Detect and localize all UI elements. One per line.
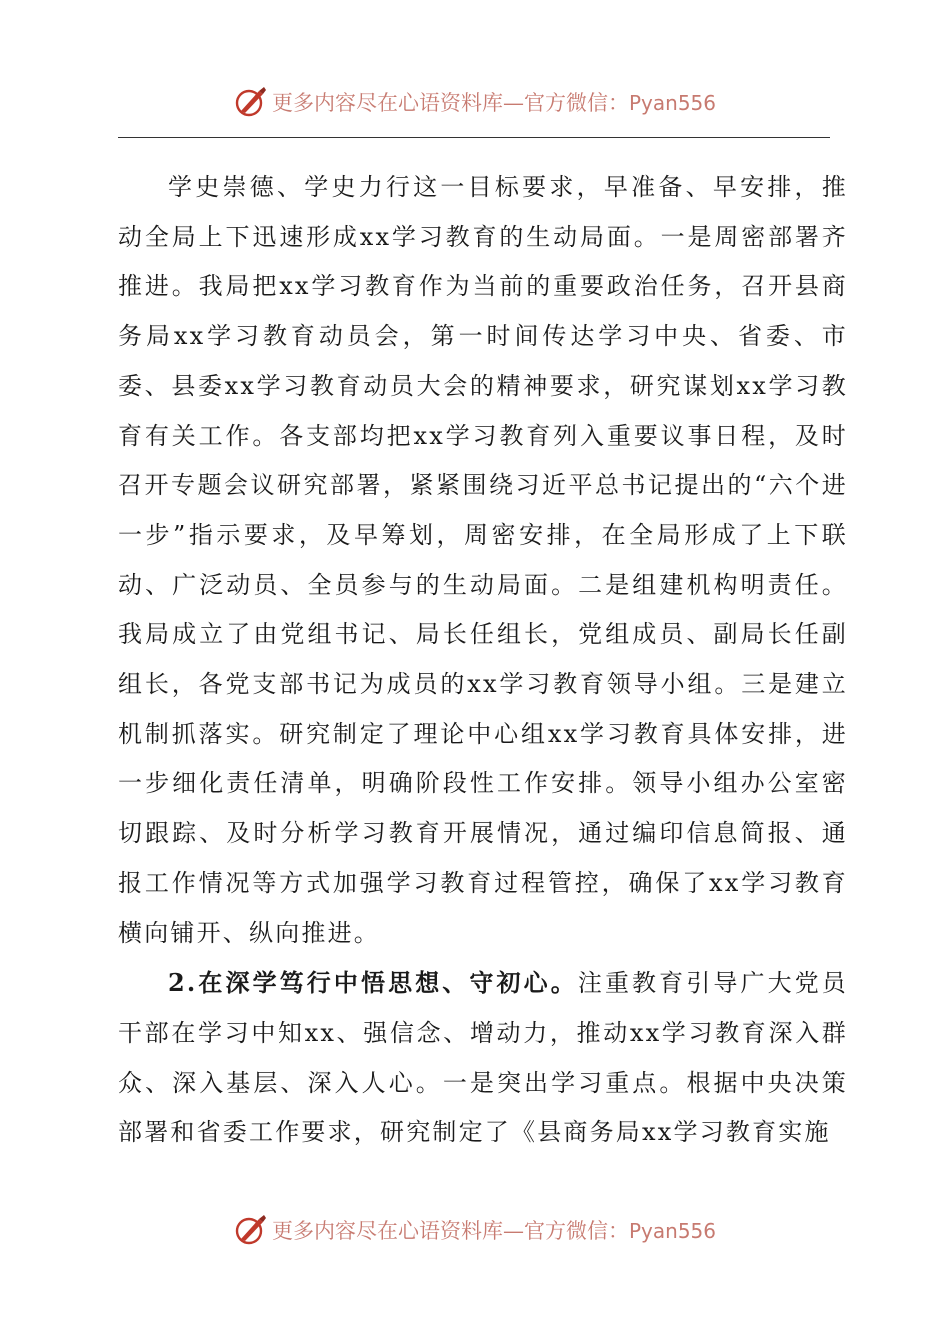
pen-circle-icon <box>234 1213 268 1247</box>
header-banner <box>0 82 950 122</box>
banner-text: 更多内容尽在心语资料库—官方微信：Pyan556 <box>271 1219 716 1243</box>
paragraph: 2.在深学笃行中悟思想、守初心。注重教育引导广大党员干部在学习中知xx、强信念、增动力，推动xx学习教育深入群众、深入基层、深入人心。一是突出学习重点。根据中央决策部署和省委工作要求，研究制定了《县商务局xx学习教育实施 <box>118 968 848 1147</box>
banner-text: 更多内容尽在心语资料库—官方微信：Pyan556 <box>271 91 716 115</box>
document-body <box>118 163 848 1158</box>
header-rule <box>118 137 830 138</box>
paragraph-heading: 2.在深学笃行中悟思想、守初心。 <box>168 968 578 998</box>
paragraph: 学史崇德、学史力行这一目标要求，早准备、早安排，推动全局上下迅速形成xx学习教育的生动局面。一是周密部署齐推进。我局把xx学习教育作为当前的重要政治任务，召开县商务局xx学习教育动员会，第一时间传达学习中央、省委、市委、县委xx学习教育动员大会的精神要求，研究谋划xx学习教育有关工作。各支部均把xx学习教育列入重要议事日程，及时召开专题会议研究部署，紧紧围绕习近平总书记提出的“六个进一步”指示要求，及早筹划，周密安排，在全局形成了上下联动、广泛动员、全员参与的生动局面。二是组建机构明责任。我局成立了由党组书记、局长任组长，党组成员、副局长任副组长，各党支部书记为成员的xx学习教育领导小组。三是建立机制抓落实。研究制定了理论中心组xx学习教育具体安排，进一步细化责任清单，明确阶段性工作安排。领导小组办公室密切跟踪、及时分析学习教育开展情况，通过编印信息简报、通报工作情况等方式加强学习教育过程管控，确保了xx学习教育横向铺开、纵向推进。 <box>118 173 848 947</box>
footer-banner <box>0 1210 950 1250</box>
pen-circle-icon <box>234 85 268 119</box>
